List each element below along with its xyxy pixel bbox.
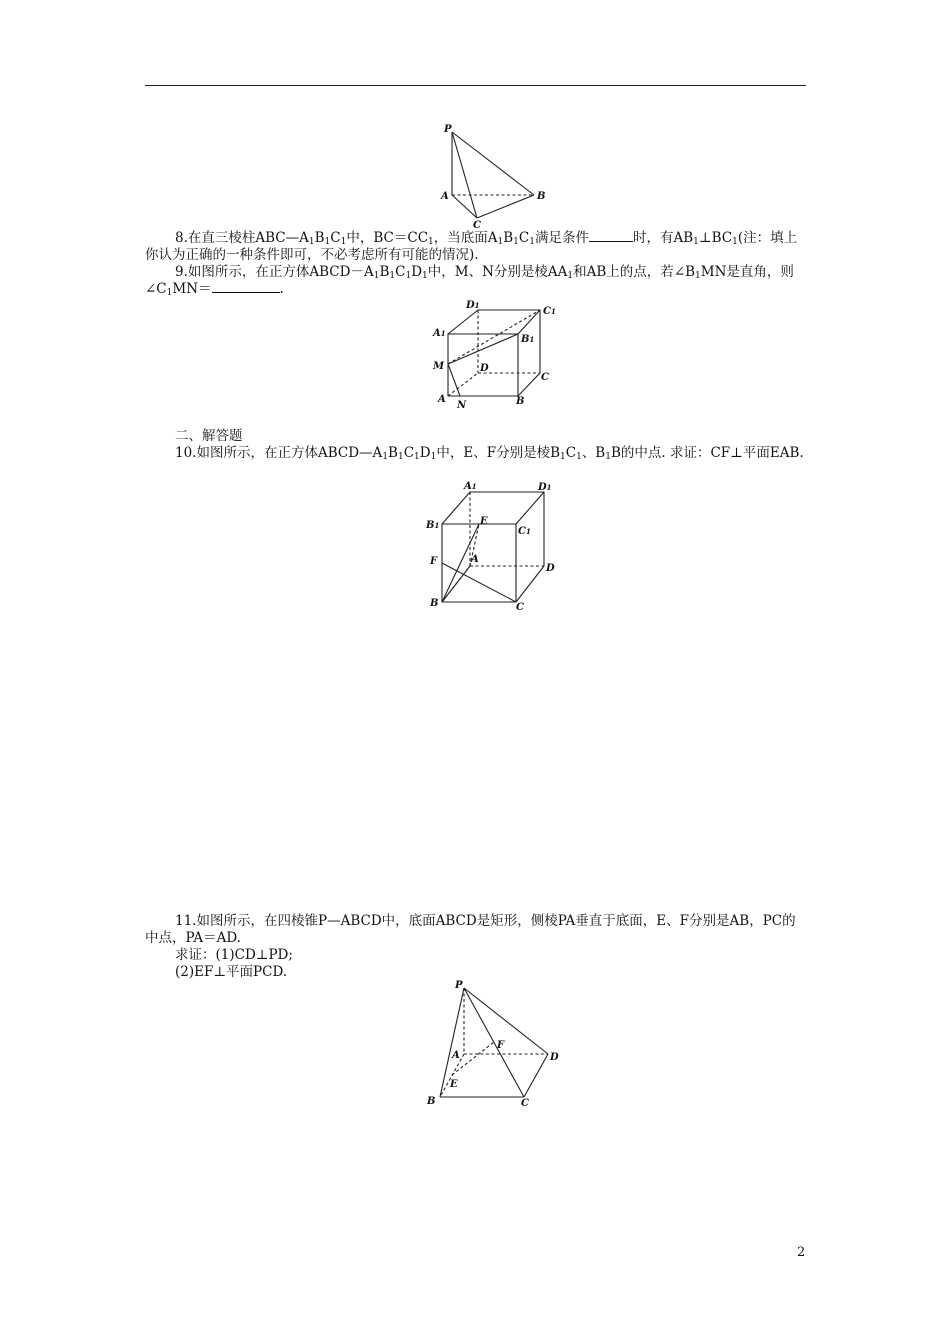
figure-cube-mn xyxy=(430,298,560,413)
label-b: B xyxy=(427,1096,436,1107)
label-d1: D1 xyxy=(538,482,552,493)
label-c1: C1 xyxy=(543,306,556,317)
label-c1: C1 xyxy=(518,526,531,537)
label-b: B xyxy=(516,396,525,407)
label-b1: B1 xyxy=(521,334,535,345)
label-m: M xyxy=(433,361,445,372)
label-n: N xyxy=(457,400,467,411)
label-c: C xyxy=(516,602,524,613)
question-11-prove-2: (2)EF⊥平面PCD. xyxy=(175,964,288,980)
label-a: A xyxy=(441,191,449,202)
label-b: B xyxy=(430,598,439,609)
label-c: C xyxy=(541,372,549,383)
label-a: A xyxy=(452,1050,460,1061)
question-11: 11.如图所示，在四棱锥P—ABCD中，底面ABCD是矩形，侧棱PA垂直于底面，E、F分别是AB，PC的中点，PA＝AD. xyxy=(145,913,796,946)
label-c: C xyxy=(473,220,481,231)
question-11-prove-1: 求证：(1)CD⊥PD; xyxy=(175,947,293,963)
label-f: F xyxy=(430,556,438,567)
question-8: 8.在直三棱柱$ABC—A_1B_1C_1$中，$BC=CC_1$，当底面$A_1B_1C_1$满足条件 时，有$AB_1\perp BC_1$(注：填上你认为正确的一种条件即可，不必考虑所有可能的情况). xyxy=(145,230,798,263)
figure-pyramid-pabcd xyxy=(420,978,570,1113)
label-d: D xyxy=(550,1052,559,1063)
label-c: C xyxy=(521,1098,529,1109)
figure-tetrahedron-pabc xyxy=(430,120,550,230)
label-p: P xyxy=(455,980,463,991)
label-p: P xyxy=(444,124,452,135)
label-a1: A1 xyxy=(464,481,477,492)
label-f: F xyxy=(497,1040,505,1051)
answer-blank-8[interactable] xyxy=(589,230,633,242)
label-d: D xyxy=(546,563,555,574)
label-a1: A1 xyxy=(433,328,446,339)
section-2-title: 二、解答题 xyxy=(175,428,243,444)
question-10: 10.如图所示，在正方体$ABCD—A_1B_1C_1D_1$中，E、F分别是棱$B_1C_1$、$B_1B$的中点. 求证：CF⊥平面EAB. xyxy=(175,445,804,462)
label-a: A xyxy=(438,394,446,405)
label-a: A xyxy=(471,554,479,565)
page-number: 2 xyxy=(797,1245,806,1260)
figure-cube-ef xyxy=(420,478,570,618)
label-b: B xyxy=(537,191,546,202)
answer-blank-9[interactable] xyxy=(212,281,280,293)
label-e: E xyxy=(480,516,488,527)
header-rule xyxy=(145,85,806,86)
label-d: D xyxy=(480,363,489,374)
label-e: E xyxy=(450,1079,458,1090)
label-d1: D1 xyxy=(466,300,480,311)
label-b1: B1 xyxy=(426,520,440,531)
question-9: 9.如图所示，在正方体$ABCD-A_1B_1C_1D_1$中，M、N分别是棱$AA_1$和AB上的点，若$\angle B_1MN$是直角，则$\angle C_1MN=$ . xyxy=(145,264,794,298)
